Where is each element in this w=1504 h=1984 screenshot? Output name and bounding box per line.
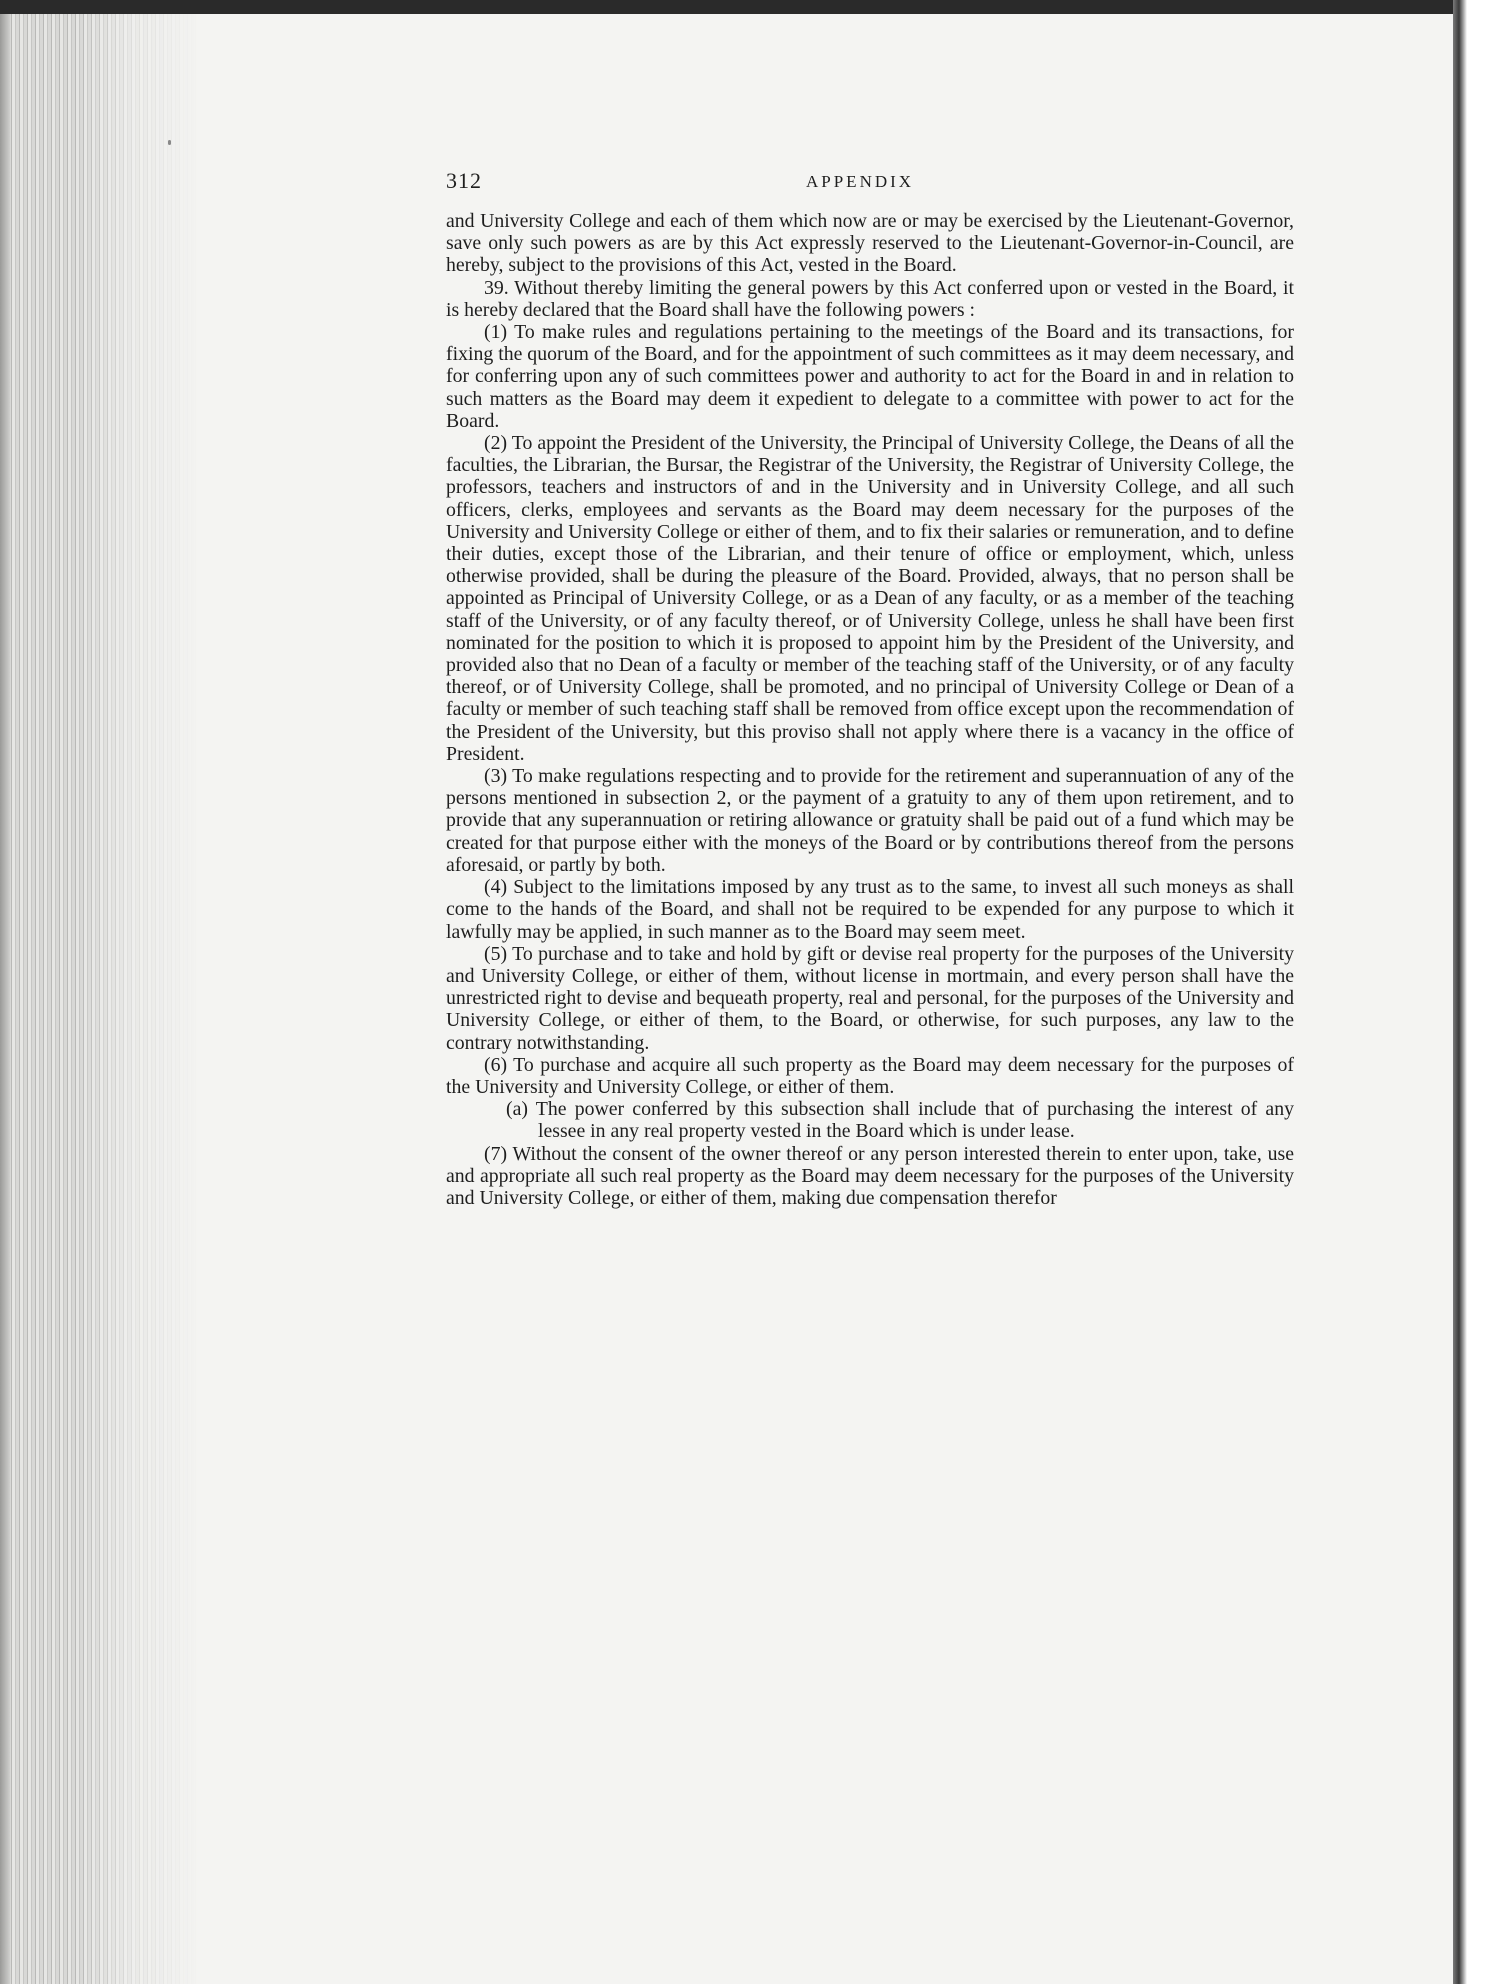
subsection-2: (2) To appoint the President of the University, the Principal of University College, the Deans of all the faculties, the Librarian, the Bursar, the Registrar of the University, the Registrar of University College, the professors, teachers and instructors of and in the University and in University College, and all such officers, clerks, employees and servants as the Board may deem necessary for the purposes of the University and University College or either of them, and to fix their salaries or remuneration, and to define their duties, except those of the Librarian, and their tenure of office or employment, which, unless otherwise provided, shall be during the pleasure of the Board. Provided, always, that no person shall be appointed as Principal of University College, or as a Dean of any faculty, or as a member of the teaching staff of the University, or of any faculty thereof, or of University College, unless he shall have been first nominated for the position to which it is proposed to appoint him by the President of the University, and provided also that no Dean of a faculty or member of the teaching staff of the University, or of any faculty thereof, or of University College, shall be promoted, and no principal of University College or Dean of a faculty or member of such teaching staff shall be removed from office except upon the recommendation of the President of the University, but this proviso shall not apply where there is a vacancy in the office of President.: [446, 432, 1294, 765]
subsection-1: (1) To make rules and regulations pertaining to the meetings of the Board and its transactions, for fixing the quorum of the Board, and for the appointment of such committees as it may deem necessary, and for conferring upon any of such committees power and authority to act for the Board in and in relation to such matters as the Board may deem it expedient to delegate to a committee with power to act for the Board.: [446, 321, 1294, 432]
book-page-stack: [0, 14, 200, 1984]
paragraph-continuation: and University College and each of them which now are or may be exercised by the Lieutenant-Governor, save only such powers as are by this Act expressly reserved to the Lieutenant-Governor-in-Council, are hereby, subject to the provisions of this Act, vested in the Board.: [446, 210, 1294, 277]
book-page: [446, 168, 1294, 1209]
body-text: [446, 210, 1294, 1209]
book-edge: [0, 14, 10, 1984]
subsection-7: (7) Without the consent of the owner thereof or any person interested therein to enter upon, take, use and appropriate all such real property as the Board may deem necessary for the purposes of the University and University College, or either of them, making due compensation therefor: [446, 1142, 1294, 1209]
scan-top-border: [0, 0, 1504, 14]
scan-speck: [168, 140, 171, 145]
subsection-4: (4) Subject to the limitations imposed by any trust as to the same, to invest all such moneys as shall come to the hands of the Board, and shall not be required to be expended for any purpose to which it lawfully may be applied, in such manner as to the Board may seem meet.: [446, 876, 1294, 943]
section-39-intro: 39. Without thereby limiting the general powers by this Act conferred upon or vested in the Board, it is hereby declared that the Board shall have the following powers :: [446, 276, 1294, 321]
running-head: [446, 168, 1294, 208]
page-number: 312: [446, 168, 482, 193]
subsection-5: (5) To purchase and to take and hold by gift or devise real property for the purposes of the University and University College, or either of them, without license in mortmain, and every person shall have the unrestricted right to devise and bequeath property, real and personal, for the purposes of the University and University College, or either of them, to the Board, or otherwise, for such purposes, any law to the contrary notwithstanding.: [446, 942, 1294, 1054]
subsection-3: (3) To make regulations respecting and to provide for the retirement and superannuation of any of the persons mentioned in subsection 2, or the payment of a gratuity to any of them upon retirement, and to provide that any superannuation or retiring allowance or gratuity shall be paid out of a fund which may be created for that purpose either with the moneys of the Board or by contributions thereof from the persons aforesaid, or partly by both.: [446, 765, 1294, 876]
scan-right-border: [1453, 0, 1504, 1984]
subsection-6: (6) To purchase and acquire all such property as the Board may deem necessary for the purposes of the University and University College, or either of them.: [446, 1053, 1294, 1098]
running-title: APPENDIX: [806, 172, 915, 191]
subsection-6-clause-a: (a) The power conferred by this subsection shall include that of purchasing the interest of any lessee in any real property vested in the Board which is under lease.: [506, 1098, 1294, 1143]
